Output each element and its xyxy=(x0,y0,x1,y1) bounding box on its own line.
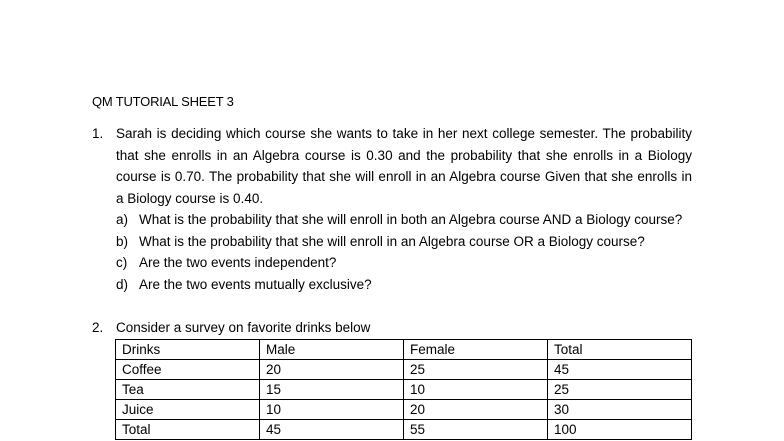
table-cell: Total xyxy=(116,420,260,440)
part-c-text: Are the two events independent? xyxy=(139,255,337,270)
part-c-label: c) xyxy=(116,255,128,270)
part-b-text: What is the probability that she will enroll in an Algebra course OR a Biology course? xyxy=(139,233,645,249)
question-1-number: 1. xyxy=(92,126,104,141)
page-title: QM TUTORIAL SHEET 3 xyxy=(92,94,234,109)
part-a-label: a) xyxy=(116,212,129,227)
table-cell: Coffee xyxy=(116,360,260,380)
drinks-survey-table xyxy=(115,339,692,440)
header-total: Total xyxy=(548,340,692,360)
table-cell: 25 xyxy=(548,380,692,400)
table-cell: 20 xyxy=(404,400,548,420)
part-b-label: b) xyxy=(116,233,129,249)
table-row xyxy=(116,420,692,440)
table-row xyxy=(116,360,692,380)
part-d-label: d) xyxy=(116,276,129,292)
question-1-part-c xyxy=(116,252,692,274)
table-cell: 100 xyxy=(548,420,692,440)
question-2-number: 2. xyxy=(92,320,104,335)
question-1-part-a xyxy=(116,209,692,231)
table-cell: Tea xyxy=(116,380,260,400)
question-2 xyxy=(92,317,692,339)
table-row xyxy=(116,380,692,400)
question-1-text: Sarah is deciding which course she wants to take in her next college semester. The probability that she enrolls in an Algebra course is 0.30 and the probability that she enrolls in a Biology course is 0.70. The probability that she will enroll in an Algebra course Given that she enrolls in a Biology course is 0.40. xyxy=(116,126,692,206)
header-drinks: Drinks xyxy=(116,340,260,360)
question-1-part-b xyxy=(116,231,692,253)
question-1 xyxy=(92,123,692,295)
table-cell: 15 xyxy=(260,380,404,400)
table-cell: 45 xyxy=(548,360,692,380)
table-cell: 20 xyxy=(260,360,404,380)
table-cell: 10 xyxy=(260,400,404,420)
table-cell: 25 xyxy=(404,360,548,380)
question-2-text: Consider a survey on favorite drinks below xyxy=(116,320,371,335)
header-male: Male xyxy=(260,340,404,360)
table-cell: 30 xyxy=(548,400,692,420)
table-header-row xyxy=(116,340,692,360)
part-a-text: What is the probability that she will enroll in both an Algebra course AND a Biology course? xyxy=(139,212,683,227)
table-cell: 10 xyxy=(404,380,548,400)
table-cell: 55 xyxy=(404,420,548,440)
question-1-part-d xyxy=(116,274,692,296)
table-cell: 45 xyxy=(260,420,404,440)
header-female: Female xyxy=(404,340,548,360)
table-row xyxy=(116,400,692,420)
part-d-text: Are the two events mutually exclusive? xyxy=(139,276,372,292)
table-cell: Juice xyxy=(116,400,260,420)
